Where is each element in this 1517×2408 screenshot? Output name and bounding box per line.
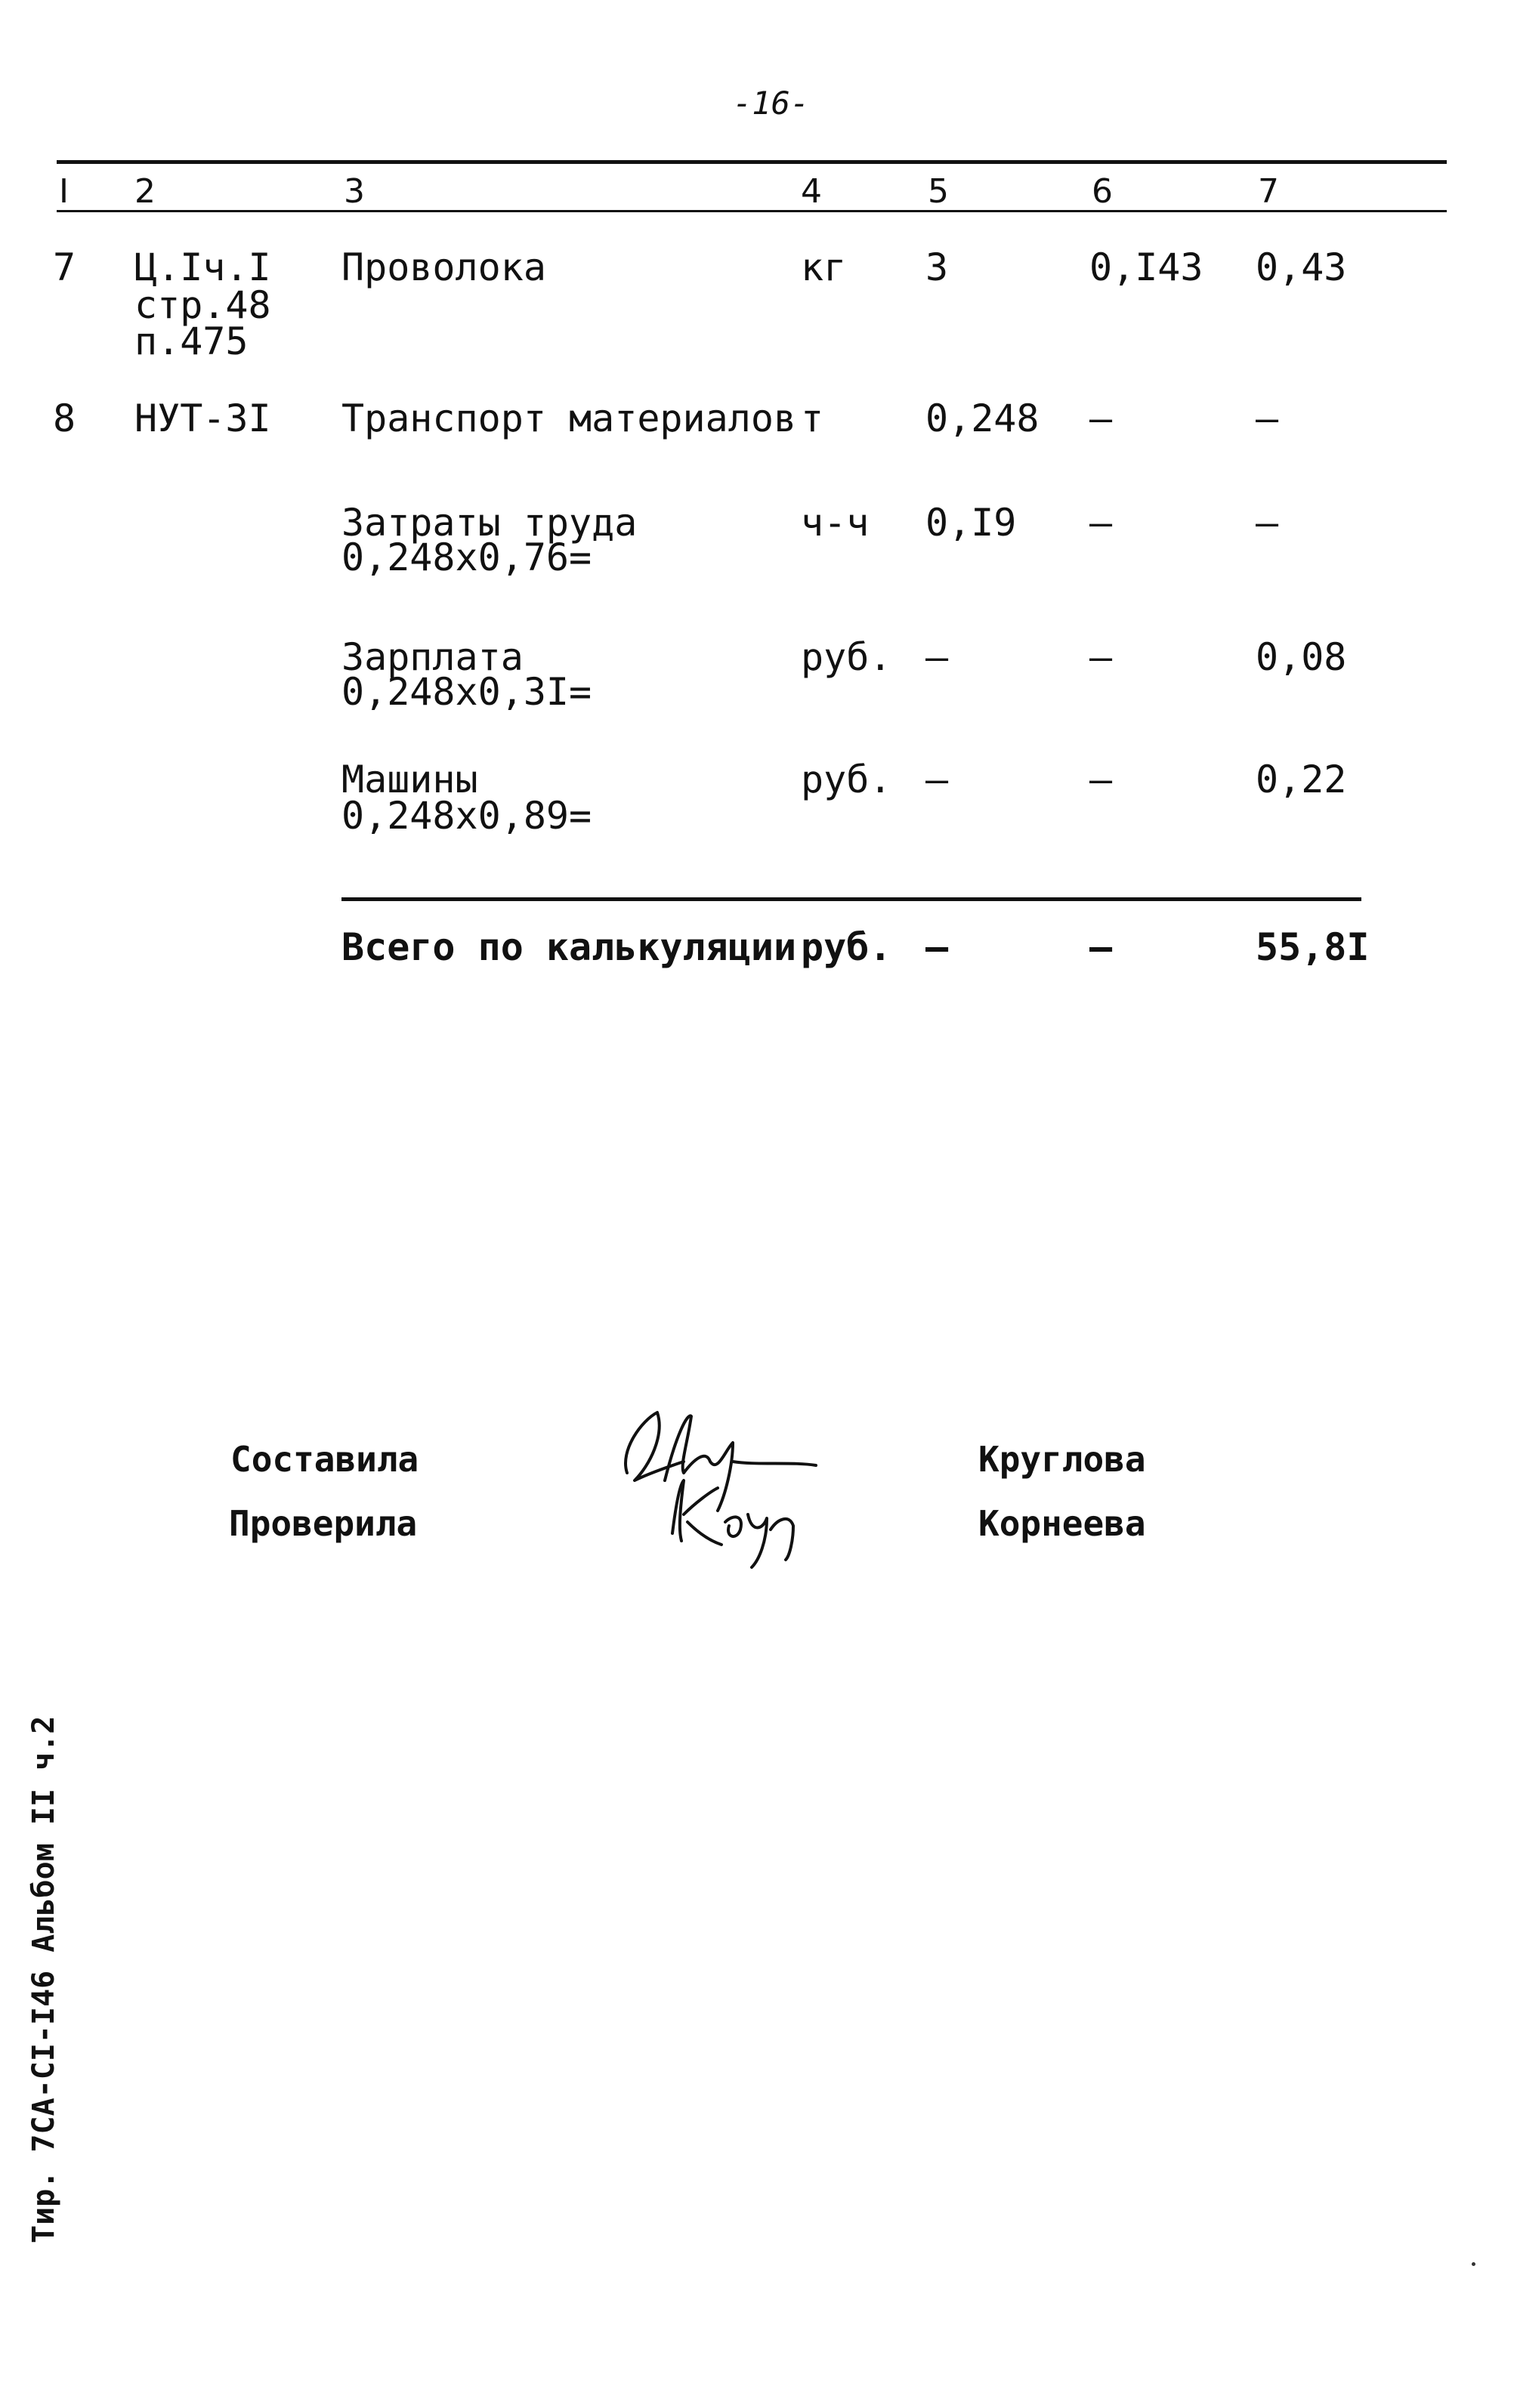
row-col5: 3 [925,245,949,289]
checked-by-label: Проверила [229,1503,418,1544]
row-col6: – [1089,501,1113,545]
column-header-6: 6 [1092,172,1113,211]
row-col7: 0,08 [1256,635,1347,679]
total-label: Всего по калькуляции [341,925,797,969]
row-col5: – [925,758,949,801]
side-print-note: Тир. 7СА-СI-I46 Альбом II ч.2 [26,1715,61,2243]
column-header-3: 3 [344,172,365,211]
row-number: 8 [53,397,76,440]
row-col7: – [1256,397,1279,440]
row-unit: ч-ч [801,501,870,545]
total-col5: – [925,925,949,969]
row-col7: 0,22 [1256,758,1347,801]
row-col5: 0,248 [925,397,1040,440]
total-col6: – [1089,925,1113,969]
row-number: 7 [53,245,76,289]
handwritten-signatures [612,1390,861,1579]
column-header-2: 2 [134,172,156,211]
column-header-7: 7 [1258,172,1279,211]
row-reference-line: НУТ-3I [134,397,271,440]
row-unit: руб. [801,635,892,679]
row-col6: – [1089,635,1113,679]
row-name-formula: 0,248х0,89= [341,794,592,838]
row-name: Машины [341,758,478,801]
total-value: 55,8I [1256,925,1370,969]
checked-by-name: Корнеева [978,1503,1146,1544]
row-col7: 0,43 [1256,245,1347,289]
compiled-by-label: Составила [230,1439,419,1480]
row-col5: 0,I9 [925,501,1017,545]
compiled-by-name: Круглова [978,1439,1146,1480]
row-name: Зарплата [341,635,524,679]
row-unit: кг [801,245,847,289]
total-unit: руб. [801,925,892,969]
page-number: -16- [733,85,810,122]
table-top-rule [57,160,1447,164]
row-col6: 0,I43 [1089,245,1203,289]
row-col6: – [1089,758,1113,801]
column-header-5: 5 [928,172,949,211]
row-unit: т [801,397,824,440]
total-rule [341,897,1361,901]
row-name-formula: 0,248х0,3I= [341,670,592,714]
row-col6: – [1089,397,1113,440]
row-name-formula: 0,248х0,76= [341,536,592,579]
row-name: Транспорт материалов [341,397,797,440]
row-unit: руб. [801,758,892,801]
row-col5: – [925,635,949,679]
header-bottom-rule [57,210,1447,212]
row-reference-line: Ц.Iч.I [134,245,271,289]
row-reference-line: стр.48 [134,283,271,327]
row-name: Затраты труда [341,501,638,545]
scan-speck [1472,2262,1475,2266]
row-name: Проволока [341,245,546,289]
column-header-4: 4 [801,172,822,211]
row-reference-line: п.475 [134,320,249,363]
column-header-1: I [59,172,69,211]
row-col7: – [1256,501,1279,545]
